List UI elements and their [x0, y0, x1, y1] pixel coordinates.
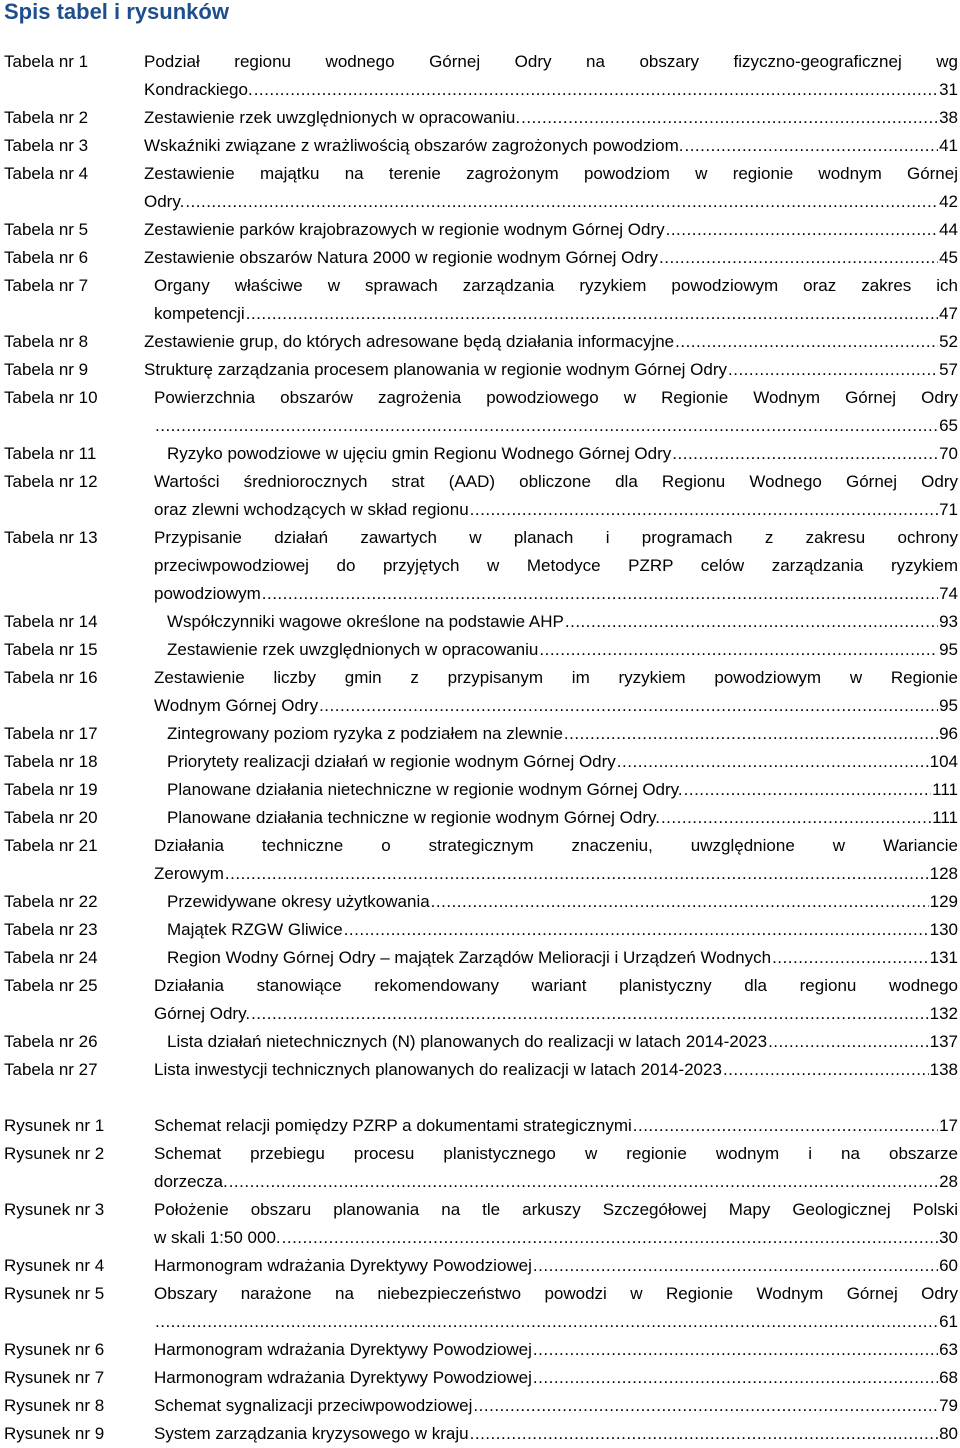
toc-entry-label: Rysunek nr 2 — [4, 1144, 105, 1163]
dot-leader — [282, 1224, 938, 1252]
toc-entry-page-number: 74 — [939, 584, 958, 603]
dot-leader — [539, 636, 938, 664]
toc-entry-title-line: Zestawienie majątku na terenie zagrożonym powodziom w regionie wodnym Górnej — [144, 164, 958, 183]
toc-entry-title-text: Planowane działania nietechniczne w regionie wodnym Górnej Odry. — [167, 780, 683, 799]
toc-entry-label: Tabela nr 11 — [4, 444, 97, 463]
toc-entry-label: Tabela nr 15 — [4, 640, 98, 659]
toc-entry-page-number: 30 — [939, 1228, 958, 1247]
dot-leader — [565, 608, 938, 636]
toc-entry-title-text: Harmonogram wdrażania Dyrektywy Powodziowej — [154, 1340, 532, 1359]
toc-entry-title-text: Wodnym Górnej Odry — [154, 696, 319, 715]
toc-entry-page-number: 41 — [939, 136, 958, 155]
toc-entry-label: Rysunek nr 7 — [4, 1368, 105, 1387]
toc-entry-title-text: kompetencji — [154, 304, 245, 323]
toc-entry[interactable] — [0, 132, 960, 160]
toc-entry-title-line — [144, 356, 958, 384]
toc-entry-label: Tabela nr 21 — [4, 836, 98, 855]
toc-entry[interactable] — [0, 244, 960, 272]
dot-leader — [344, 916, 929, 944]
toc-entry-title-line: Zestawienie liczby gmin z przypisanym im ryzykiem powodziowym w Regionie — [154, 668, 958, 687]
toc-entry-title-line: Podział regionu wodnego Górnej Odry na obszary fizyczno-geograficznej wg — [144, 52, 958, 71]
toc-entry-page-number: 95 — [939, 640, 958, 659]
dot-leader — [155, 1308, 938, 1336]
toc-entry-page-number: 132 — [929, 1004, 958, 1023]
toc-entry[interactable] — [0, 384, 960, 440]
toc-entry-label: Tabela nr 18 — [4, 752, 98, 771]
toc-entry-label: Tabela nr 26 — [4, 1032, 98, 1051]
toc-entry-title — [154, 1252, 958, 1280]
dot-leader — [533, 1364, 938, 1392]
toc-entry-label: Tabela nr 20 — [4, 808, 98, 827]
dot-leader — [533, 1336, 938, 1364]
dot-leader — [185, 188, 938, 216]
toc-entry-title — [167, 804, 958, 832]
dot-leader — [262, 580, 938, 608]
toc-entry-title — [167, 720, 958, 748]
dot-leader — [473, 1392, 938, 1420]
toc-entry-label: Tabela nr 1 — [4, 52, 89, 71]
toc-entry[interactable] — [0, 1420, 960, 1448]
dot-leader — [617, 748, 929, 776]
toc-entry-label: Tabela nr 16 — [4, 668, 98, 687]
toc-entry[interactable] — [0, 48, 960, 104]
toc-entry-title-text: System zarządzania kryzysowego w kraju — [154, 1424, 469, 1443]
toc-entry-title-line: Działania techniczne o strategicznym znaczeniu, uwzględnione w Wariancie — [154, 836, 958, 855]
toc-entry-title-text: Lista inwestycji technicznych planowanych do realizacji w latach 2014-2023 — [154, 1060, 722, 1079]
dot-leader — [723, 1056, 929, 1084]
toc-entry-label: Tabela nr 5 — [4, 220, 89, 239]
toc-entry-page-number: 44 — [939, 220, 958, 239]
toc-entry-title-text: Majątek RZGW Gliwice — [167, 920, 343, 939]
toc-entry[interactable] — [0, 1056, 960, 1084]
toc-entry-label: Tabela nr 13 — [4, 528, 98, 547]
toc-entry-title-line: Organy właściwe w sprawach zarządzania ryzykiem powodziowym oraz zakres ich — [154, 276, 958, 295]
toc-entry-title — [167, 440, 958, 468]
toc-entry-title-line — [154, 1252, 958, 1280]
toc-entry-title — [167, 944, 958, 972]
toc-entry-title — [154, 272, 958, 328]
toc-entry-page-number: 38 — [939, 108, 958, 127]
toc-entry-page-number: 70 — [939, 444, 958, 463]
dot-leader — [225, 860, 929, 888]
toc-entry-page-number: 95 — [939, 696, 958, 715]
dot-leader — [533, 1252, 938, 1280]
toc-entry[interactable] — [0, 1392, 960, 1420]
toc-entry-title-text: Ryzyko powodziowe w ujęciu gmin Regionu Wodnego Górnej Odry — [167, 444, 672, 463]
toc-entry-title-text: powodziowym — [154, 584, 261, 603]
toc-entry-title-line — [154, 1308, 958, 1336]
toc-entry[interactable] — [0, 832, 960, 888]
toc-entry-title-text: Współczynniki wagowe określone na podstawie AHP — [167, 612, 564, 631]
toc-entry-title-line — [144, 188, 958, 216]
toc-entry-title-line — [154, 412, 958, 440]
toc-entry-title — [144, 132, 958, 160]
toc-entry[interactable] — [0, 1364, 960, 1392]
toc-entry-page-number: 137 — [929, 1032, 958, 1051]
toc-entry[interactable] — [0, 608, 960, 636]
toc-entry-page-number: 61 — [939, 1312, 958, 1331]
toc-entry-label: Tabela nr 24 — [4, 948, 98, 967]
dot-leader — [659, 244, 938, 272]
toc-entry-title-text: Schemat sygnalizacji przeciwpowodziowej — [154, 1396, 473, 1415]
toc-entry-page-number: 111 — [932, 780, 958, 799]
toc-entry-title-line: Wartości średniorocznych strat (AAD) obliczone dla Regionu Wodnego Górnej Odry — [154, 472, 958, 491]
toc-entry-label: Tabela nr 3 — [4, 136, 89, 155]
toc-entry-page-number: 47 — [939, 304, 958, 323]
toc-entry-title-line — [167, 804, 958, 832]
toc-entry-title-text: Region Wodny Górnej Odry – majątek Zarządów Melioracji i Urządzeń Wodnych — [167, 948, 772, 967]
toc-entry-title — [154, 1056, 958, 1084]
toc-entry-label: Tabela nr 17 — [4, 724, 98, 743]
toc-entry-title-line: Obszary narażone na niebezpieczeństwo powodzi w Regionie Wodnym Górnej Odry — [154, 1284, 958, 1303]
toc-entry-title — [154, 384, 958, 440]
dot-leader — [684, 776, 932, 804]
toc-entry-title — [154, 972, 958, 1028]
dot-leader — [675, 328, 938, 356]
toc-entry-page-number: 79 — [939, 1396, 958, 1415]
toc-entry-title — [154, 1140, 958, 1196]
toc-entry-title-line — [154, 1112, 958, 1140]
dot-leader — [319, 692, 938, 720]
toc-entry-title-line — [167, 720, 958, 748]
toc-entry-title — [154, 1112, 958, 1140]
toc-entry-page-number: 17 — [939, 1116, 958, 1135]
toc-entry[interactable] — [0, 1280, 960, 1336]
toc-entry-page-number: 57 — [939, 360, 958, 379]
dot-leader — [155, 412, 938, 440]
toc-entry-page-number: 130 — [929, 920, 958, 939]
toc-entry[interactable] — [0, 1140, 960, 1196]
toc-entry[interactable] — [0, 1028, 960, 1056]
toc-entry-page-number: 111 — [932, 808, 958, 827]
page-title: Spis tabel i rysunków — [4, 0, 229, 24]
toc-entry-title-line — [167, 916, 958, 944]
toc-entry-title — [144, 356, 958, 384]
toc-entry-title-text: Zintegrowany poziom ryzyka z podziałem na zlewnie — [167, 724, 563, 743]
toc-entry[interactable] — [0, 636, 960, 664]
toc-entry-title-line — [154, 860, 958, 888]
toc-entry-label: Tabela nr 14 — [4, 612, 98, 631]
toc-entry-title-text: Kondrackiego. — [144, 80, 253, 99]
toc-entry-title — [154, 1364, 958, 1392]
toc-entry-title-text: Schemat relacji pomiędzy PZRP a dokumentami strategicznymi — [154, 1116, 632, 1135]
toc-entry[interactable] — [0, 1196, 960, 1252]
toc-entry-page-number: 71 — [939, 500, 958, 519]
toc-entry-title — [144, 216, 958, 244]
toc-entry-title — [154, 468, 958, 524]
toc-entry-title — [167, 776, 958, 804]
dot-leader — [633, 1112, 938, 1140]
toc-entry-label: Rysunek nr 4 — [4, 1256, 105, 1275]
toc-entry-title-text: Planowane działania techniczne w regionie wodnym Górnej Odry. — [167, 808, 660, 827]
dot-leader — [672, 440, 938, 468]
toc-entry-label: Tabela nr 25 — [4, 976, 98, 995]
toc-entry-label: Rysunek nr 6 — [4, 1340, 105, 1359]
toc-entry-page-number: 68 — [939, 1368, 958, 1387]
toc-entry[interactable] — [0, 1336, 960, 1364]
toc-entry-title-line — [154, 1364, 958, 1392]
toc-entry-label: Rysunek nr 3 — [4, 1200, 105, 1219]
toc-entry-title — [154, 524, 958, 608]
toc-entry-title-line — [144, 132, 958, 160]
toc-entry-page-number: 42 — [939, 192, 958, 211]
toc-entry-label: Tabela nr 10 — [4, 388, 98, 407]
toc-entry-title-line — [154, 1056, 958, 1084]
toc-entry-title-line — [154, 496, 958, 524]
toc-entry-title-line — [144, 216, 958, 244]
toc-entry[interactable] — [0, 888, 960, 916]
toc-entry-label: Tabela nr 6 — [4, 248, 89, 267]
toc-entry[interactable] — [0, 524, 960, 608]
toc-entry-title — [154, 664, 958, 720]
toc-entry-label: Tabela nr 12 — [4, 472, 98, 491]
toc-entry-title-text: Zestawienie obszarów Natura 2000 w regionie wodnym Górnej Odry — [144, 248, 659, 267]
toc-entry-title-text: w skali 1:50 000. — [154, 1228, 281, 1247]
toc-entry[interactable] — [0, 216, 960, 244]
toc-entry-title — [144, 160, 958, 216]
dot-leader — [470, 1420, 938, 1448]
toc-entry-title-line — [167, 440, 958, 468]
dot-leader — [564, 720, 938, 748]
toc-entry-page-number: 45 — [939, 248, 958, 267]
toc-entry-title-text: Wskaźniki związane z wrażliwością obszarów zagrożonych powodziom. — [144, 136, 684, 155]
toc-entry-title-line: Działania stanowiące rekomendowany wariant planistyczny dla regionu wodnego — [154, 976, 958, 995]
toc-entry[interactable] — [0, 104, 960, 132]
toc-entry-title-line — [167, 888, 958, 916]
toc-entry-title-line — [154, 1224, 958, 1252]
toc-entry-label: Tabela nr 23 — [4, 920, 98, 939]
toc-entry[interactable] — [0, 160, 960, 216]
toc-entry-title — [154, 1280, 958, 1336]
toc-entry-title-text: Zestawienie parków krajobrazowych w regionie wodnym Górnej Odry — [144, 220, 665, 239]
toc-entry-title-text: Przewidywane okresy użytkowania — [167, 892, 430, 911]
toc-entry-title-line — [154, 1000, 958, 1028]
toc-entry-title-line — [144, 244, 958, 272]
toc-entry-title-text: Zestawienie rzek uwzględnionych w opracowaniu — [167, 640, 539, 659]
toc-entry-title-text: Harmonogram wdrażania Dyrektywy Powodziowej — [154, 1256, 532, 1275]
toc-entry-title-text: Priorytety realizacji działań w regionie wodnym Górnej Odry — [167, 752, 616, 771]
dot-leader — [521, 104, 938, 132]
toc-entry-title-text: Strukturę zarządzania procesem planowania w regionie wodnym Górnej Odry — [144, 360, 728, 379]
toc-entry-page-number: 131 — [929, 948, 958, 967]
toc-entry-title — [167, 608, 958, 636]
toc-entry-title — [144, 48, 958, 104]
toc-entry-label: Tabela nr 22 — [4, 892, 98, 911]
dot-leader — [768, 1028, 929, 1056]
toc-entry-title-line — [154, 1420, 958, 1448]
toc-entry-title — [154, 1420, 958, 1448]
toc-entry-title-line — [154, 300, 958, 328]
toc-entry-title-text: Zerowym — [154, 864, 224, 883]
toc-entry-label: Tabela nr 19 — [4, 780, 98, 799]
dot-leader — [772, 944, 929, 972]
dot-leader — [684, 132, 938, 160]
dot-leader — [666, 216, 938, 244]
toc-entry-title-line — [167, 944, 958, 972]
toc-entry-title — [167, 636, 958, 664]
toc-entry-title-line: przeciwpowodziowej do przyjętych w Metodyce PZRP celów zarządzania ryzykiem — [154, 556, 958, 575]
toc-entry-page-number: 129 — [929, 892, 958, 911]
toc-entry-title-line — [144, 76, 958, 104]
toc-entry-title-line — [144, 104, 958, 132]
toc-entry[interactable] — [0, 468, 960, 524]
toc-entry[interactable] — [0, 720, 960, 748]
toc-entry-page-number: 128 — [929, 864, 958, 883]
toc-entry[interactable] — [0, 272, 960, 328]
toc-entry-title — [154, 832, 958, 888]
toc-entry-title-line: Schemat przebiegu procesu planistycznego w regionie wodnym i na obszarze — [154, 1144, 958, 1163]
toc-entry-title-line — [167, 608, 958, 636]
toc-entry-title-line — [167, 748, 958, 776]
toc-entry-title-text: dorzecza. — [154, 1172, 228, 1191]
toc-entry-title-line: Położenie obszaru planowania na tle arkuszy Szczegółowej Mapy Geologicznej Polski — [154, 1200, 958, 1219]
dot-leader — [251, 1000, 929, 1028]
toc-entry-title-line — [154, 692, 958, 720]
dot-leader — [470, 496, 938, 524]
toc-entry-label: Tabela nr 9 — [4, 360, 89, 379]
toc-entry-title-text: Górnej Odry. — [154, 1004, 251, 1023]
toc-entry-label: Tabela nr 27 — [4, 1060, 98, 1079]
dot-leader — [254, 76, 938, 104]
toc-entry-label: Rysunek nr 1 — [4, 1116, 105, 1135]
toc-entry-title — [167, 1028, 958, 1056]
toc-entry[interactable] — [0, 776, 960, 804]
toc-entry-label: Rysunek nr 5 — [4, 1284, 105, 1303]
toc-entry-title-line — [154, 1336, 958, 1364]
toc-entry-title — [144, 328, 958, 356]
toc-entry-title-line: Powierzchnia obszarów zagrożenia powodziowego w Regionie Wodnym Górnej Odry — [154, 388, 958, 407]
toc-entry-title-line — [154, 1392, 958, 1420]
toc-entry-label: Tabela nr 2 — [4, 108, 89, 127]
toc-entry-title — [144, 104, 958, 132]
toc-entry[interactable] — [0, 748, 960, 776]
toc-entry-title-line — [167, 1028, 958, 1056]
dot-leader — [661, 804, 931, 832]
toc-entry[interactable] — [0, 1112, 960, 1140]
toc-entry[interactable] — [0, 440, 960, 468]
toc-entry-title-text: Odry. — [144, 192, 185, 211]
toc-entry-title-line — [154, 580, 958, 608]
dot-leader — [229, 1168, 938, 1196]
toc-entry-label: Tabela nr 4 — [4, 164, 89, 183]
toc-entry-page-number: 65 — [939, 416, 958, 435]
toc-entry-title — [144, 244, 958, 272]
toc-entry-title-text: Zestawienie grup, do których adresowane będą działania informacyjne — [144, 332, 675, 351]
toc-entry-page-number: 31 — [939, 80, 958, 99]
toc-entry-title-text: oraz zlewni wchodzących w skład regionu — [154, 500, 469, 519]
toc-entry-title-line — [167, 776, 958, 804]
toc-entry[interactable] — [0, 916, 960, 944]
toc-entry-label: Tabela nr 8 — [4, 332, 89, 351]
toc-entry-title — [154, 1392, 958, 1420]
toc-entry-page-number: 63 — [939, 1340, 958, 1359]
toc-entry-title-text: Zestawienie rzek uwzględnionych w opracowaniu. — [144, 108, 521, 127]
toc-entry[interactable] — [0, 356, 960, 384]
toc-entry[interactable] — [0, 664, 960, 720]
toc-entry-label: Tabela nr 7 — [4, 276, 89, 295]
toc-entry-label: Rysunek nr 8 — [4, 1396, 105, 1415]
toc-entry-title — [167, 916, 958, 944]
toc-entry-page-number: 80 — [939, 1424, 958, 1443]
dot-leader — [246, 300, 938, 328]
toc-entry-page-number: 60 — [939, 1256, 958, 1275]
toc-entry[interactable] — [0, 328, 960, 356]
toc-entry[interactable] — [0, 944, 960, 972]
dot-leader — [431, 888, 929, 916]
toc-entry-page-number: 104 — [929, 752, 958, 771]
toc-entry-title — [154, 1336, 958, 1364]
toc-entry-title — [154, 1196, 958, 1252]
toc-entry-title-text: Lista działań nietechnicznych (N) planowanych do realizacji w latach 2014-2023 — [167, 1032, 768, 1051]
dot-leader — [728, 356, 938, 384]
toc-entry-page-number: 52 — [939, 332, 958, 351]
toc-entry-title — [167, 888, 958, 916]
toc-entry-page-number: 93 — [939, 612, 958, 631]
toc-entry-title-line: Przypisanie działań zawartych w planach i programach z zakresu ochrony — [154, 528, 958, 547]
toc-entry[interactable] — [0, 1252, 960, 1280]
toc-entry[interactable] — [0, 972, 960, 1028]
toc-entry-title-text: Harmonogram wdrażania Dyrektywy Powodziowej — [154, 1368, 532, 1387]
toc-entry-title-line — [154, 1168, 958, 1196]
toc-entry-title-line — [167, 636, 958, 664]
toc-entry-page-number: 96 — [939, 724, 958, 743]
toc-entry-title-line — [144, 328, 958, 356]
toc-entry[interactable] — [0, 804, 960, 832]
toc-entry-title — [167, 748, 958, 776]
toc-entry-page-number: 28 — [939, 1172, 958, 1191]
toc-entry-label: Rysunek nr 9 — [4, 1424, 105, 1443]
toc-entry-page-number: 138 — [929, 1060, 958, 1079]
